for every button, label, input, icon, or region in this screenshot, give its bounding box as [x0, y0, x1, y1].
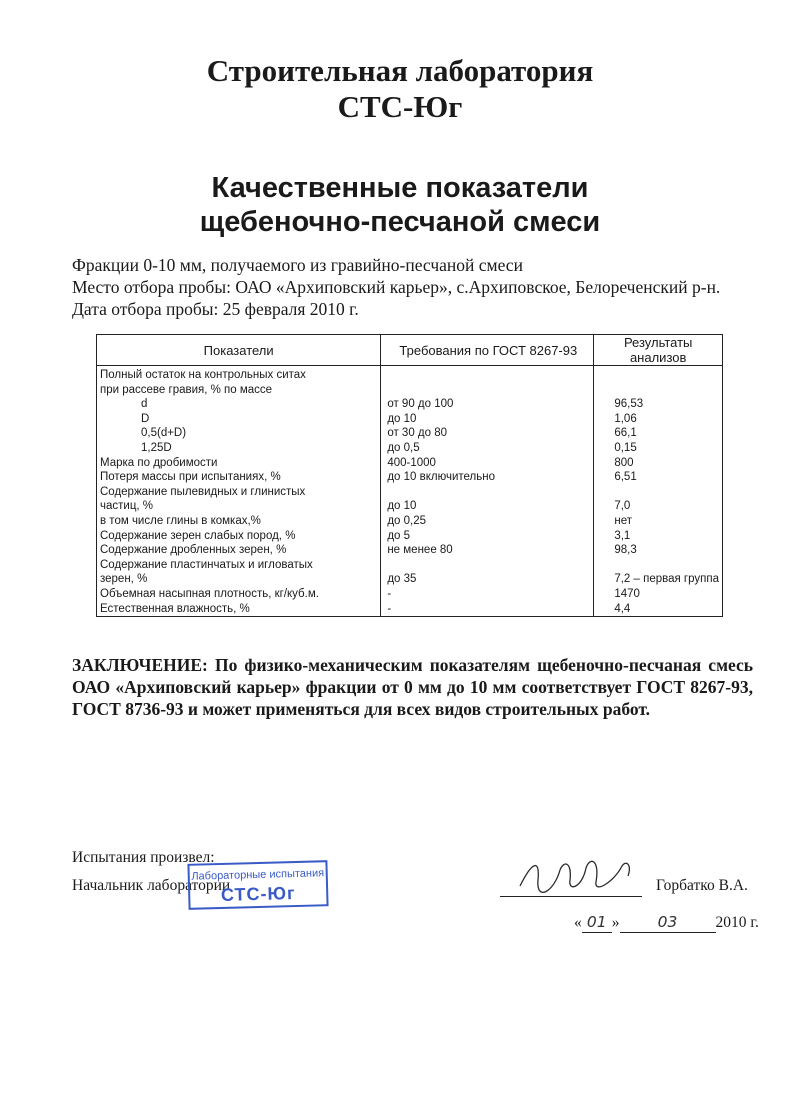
cell-requirement: до 10	[381, 412, 594, 427]
cell-requirement: до 10	[381, 499, 594, 514]
cell-indicator: частиц, %	[97, 499, 381, 514]
tested-by-label: Испытания произвел:	[72, 849, 215, 866]
cell-indicator: Содержание зерен слабых пород, %	[97, 529, 381, 544]
date-month: 03	[620, 912, 716, 933]
table-row	[97, 366, 723, 383]
date-year: 2010 г.	[715, 914, 759, 931]
cell-requirement: -	[381, 587, 594, 602]
table-row	[97, 499, 723, 514]
cell-requirement	[381, 383, 594, 398]
cell-indicator: Объемная насыпная плотность, кг/куб.м.	[97, 587, 381, 602]
cell-result: 800	[594, 456, 723, 471]
table-row	[97, 426, 723, 441]
cell-result: 66,1	[594, 426, 723, 441]
table-row	[97, 529, 723, 544]
cell-result: 3,1	[594, 529, 723, 544]
cell-result: 4,4	[594, 602, 723, 617]
cell-requirement: от 30 до 80	[381, 426, 594, 441]
table-row	[97, 602, 723, 617]
header-indicators: Показатели	[97, 335, 381, 366]
table-row	[97, 456, 723, 471]
cell-requirement: не менее 80	[381, 543, 594, 558]
cell-result	[594, 485, 723, 500]
cell-result: 6,51	[594, 470, 723, 485]
cell-requirement: до 5	[381, 529, 594, 544]
stamp-line2: СТС-Юг	[220, 883, 296, 905]
cell-requirement: от 90 до 100	[381, 397, 594, 412]
table-row	[97, 514, 723, 529]
cell-indicator: зерен, %	[97, 572, 381, 587]
table-row	[97, 572, 723, 587]
cell-requirement: до 10 включительно	[381, 470, 594, 485]
cell-result: 0,15	[594, 441, 723, 456]
results-table	[96, 334, 723, 617]
signature-line	[500, 876, 642, 897]
cell-result: 1470	[594, 587, 723, 602]
lab-stamp	[187, 860, 328, 910]
table-row	[97, 485, 723, 500]
sampling-date: Дата отбора пробы: 25 февраля 2010 г.	[72, 299, 359, 319]
table-row	[97, 412, 723, 427]
date-quote-close: »	[611, 914, 620, 931]
cell-result	[594, 383, 723, 398]
cell-requirement	[381, 558, 594, 573]
stamp-line1: Лабораторные испытания	[191, 867, 325, 883]
head-name: Горбатко В.А.	[656, 877, 748, 894]
cell-result	[594, 558, 723, 573]
table-row	[97, 558, 723, 573]
cell-indicator: Содержание пластинчатых и игловатых	[97, 558, 381, 573]
cell-result: 7,0	[594, 499, 723, 514]
cell-requirement: до 0,5	[381, 441, 594, 456]
doc-title-line2: щебеночно-песчаной смеси	[199, 206, 601, 238]
cell-indicator: Содержание пылевидных и глинистых	[97, 485, 381, 500]
cell-indicator: 1,25D	[97, 441, 381, 456]
fraction-info: Фракции 0-10 мм, получаемого из гравийно-песчаной смеси	[72, 255, 523, 275]
head-of-lab-label: Начальник лаборатории	[72, 877, 231, 894]
cell-requirement	[381, 366, 594, 383]
cell-indicator: Полный остаток на контрольных ситах	[97, 366, 381, 383]
cell-result: 98,3	[594, 543, 723, 558]
cell-requirement: до 0,25	[381, 514, 594, 529]
cell-indicator: в том числе глины в комках,%	[97, 514, 381, 529]
cell-requirement: 400-1000	[381, 456, 594, 471]
cell-indicator: при рассеве гравия, % по массе	[97, 383, 381, 398]
cell-indicator: 0,5(d+D)	[97, 426, 381, 441]
table-row	[97, 587, 723, 602]
date-quote-open: «	[574, 914, 582, 931]
header-results: Результаты анализов	[594, 335, 723, 366]
table-row	[97, 470, 723, 485]
cell-result: 7,2 – первая группа	[594, 572, 723, 587]
table-row	[97, 383, 723, 398]
cell-requirement	[381, 485, 594, 500]
header-requirements: Требования по ГОСТ 8267-93	[381, 335, 594, 366]
table-row	[97, 397, 723, 412]
table-header-row	[97, 335, 723, 366]
cell-result: 1,06	[594, 412, 723, 427]
cell-indicator: Содержание дробленных зерен, %	[97, 543, 381, 558]
cell-result	[594, 366, 723, 383]
signature-date	[574, 912, 759, 933]
org-name-line2: СТС-Юг	[337, 89, 463, 124]
conclusion-paragraph: ЗАКЛЮЧЕНИЕ: По физико-механическим показателям щебеночно-песчаная смесь ОАО «Архиповский карьер» фракции от 0 мм до 10 мм соответствует ГОСТ 8267-93, ГОСТ 8736-93 и может применяться для всех видов строительных работ.	[72, 655, 753, 719]
cell-indicator: Марка по дробимости	[97, 456, 381, 471]
cell-requirement: -	[381, 602, 594, 617]
cell-indicator: D	[97, 412, 381, 427]
cell-indicator: d	[97, 397, 381, 412]
sampling-place: Место отбора пробы: ОАО «Архиповский карьер», с.Архиповское, Белореченский р-н.	[72, 277, 721, 297]
cell-indicator: Естественная влажность, %	[97, 602, 381, 617]
cell-result: нет	[594, 514, 723, 529]
cell-result: 96,53	[594, 397, 723, 412]
cell-requirement: до 35	[381, 572, 594, 587]
cell-indicator: Потеря массы при испытаниях, %	[97, 470, 381, 485]
org-name-line1: Строительная лаборатория	[206, 53, 594, 88]
table-row	[97, 441, 723, 456]
table-row	[97, 543, 723, 558]
date-day: 01	[582, 912, 612, 933]
doc-title-line1: Качественные показатели	[211, 172, 589, 204]
